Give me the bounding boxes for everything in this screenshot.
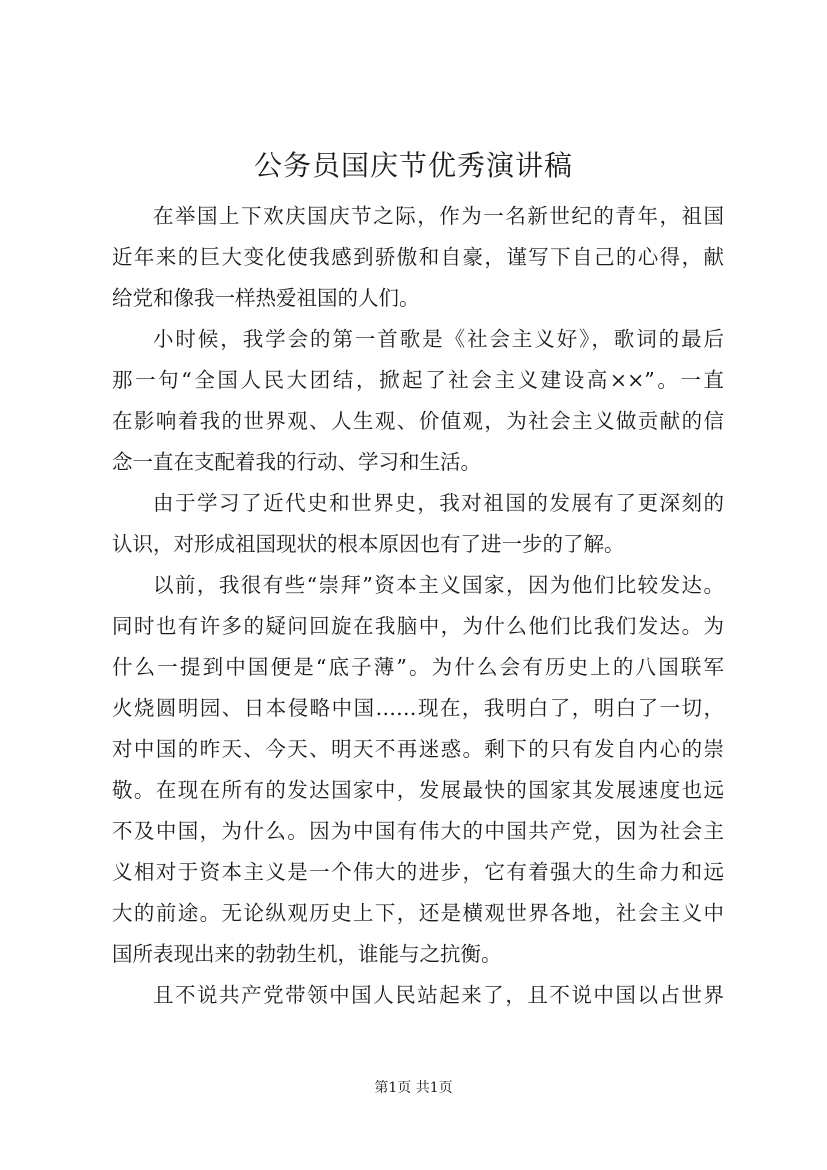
text-line: 不及中国，为什么。因为中国有伟大的中国共产党，因为社会主	[112, 819, 724, 843]
paragraph-1	[112, 196, 724, 319]
text-line: 同时也有许多的疑问回旋在我脑中，为什么他们比我们发达。为	[112, 614, 724, 638]
paragraph-2	[112, 319, 724, 483]
text-line: 由于学习了近代史和世界史，我对祖国的发展有了更深刻的	[153, 491, 724, 515]
text-line: 大的前途。无论纵观历史上下，还是横观世界各地，社会主义中	[112, 901, 724, 925]
paragraph-4	[112, 565, 724, 975]
text-line: 敬。在现在所有的发达国家中，发展最快的国家其发展速度也远	[112, 778, 724, 802]
text-line: 且不说共产党带领中国人民站起来了，且不说中国以占世界	[153, 983, 724, 1007]
text-line: 近年来的巨大变化使我感到骄傲和自豪，谨写下自己的心得，献	[112, 245, 724, 269]
text-line: 对中国的昨天、今天、明天不再迷惑。剩下的只有发自内心的崇	[112, 737, 724, 761]
text-line: 什么一提到中国便是“底子薄”。为什么会有历史上的八国联军	[112, 655, 724, 679]
text-line: 火烧圆明园、日本侵略中国……现在，我明白了，明白了一切，	[112, 696, 724, 720]
text-line: 那一句“全国人民大团结，掀起了社会主义建设高××”。一直	[112, 368, 724, 392]
text-line: 以前，我很有些“崇拜”资本主义国家，因为他们比较发达。	[153, 573, 724, 597]
text-line: 认识，对形成祖国现状的根本原因也有了进一步的了解。	[112, 532, 625, 556]
document-title: 公务员国庆节优秀演讲稿	[253, 149, 573, 182]
text-line: 念一直在支配着我的行动、学习和生活。	[112, 450, 481, 474]
paragraph-5	[112, 975, 724, 1016]
text-line: 国所表现出来的勃勃生机，谁能与之抗衡。	[112, 942, 502, 966]
text-line: 小时候，我学会的第一首歌是《社会主义好》，歌词的最后	[153, 327, 724, 351]
page-footer: 第1页 共1页	[374, 1080, 453, 1096]
paragraph-3	[112, 483, 724, 565]
text-line: 给党和像我一样热爱祖国的人们。	[112, 286, 420, 310]
text-line: 义相对于资本主义是一个伟大的进步，它有着强大的生命力和远	[112, 860, 724, 884]
text-line: 在举国上下欢庆国庆节之际，作为一名新世纪的青年，祖国	[153, 204, 724, 228]
document-body	[112, 196, 724, 1016]
text-line: 在影响着我的世界观、人生观、价值观，为社会主义做贡献的信	[112, 409, 724, 433]
